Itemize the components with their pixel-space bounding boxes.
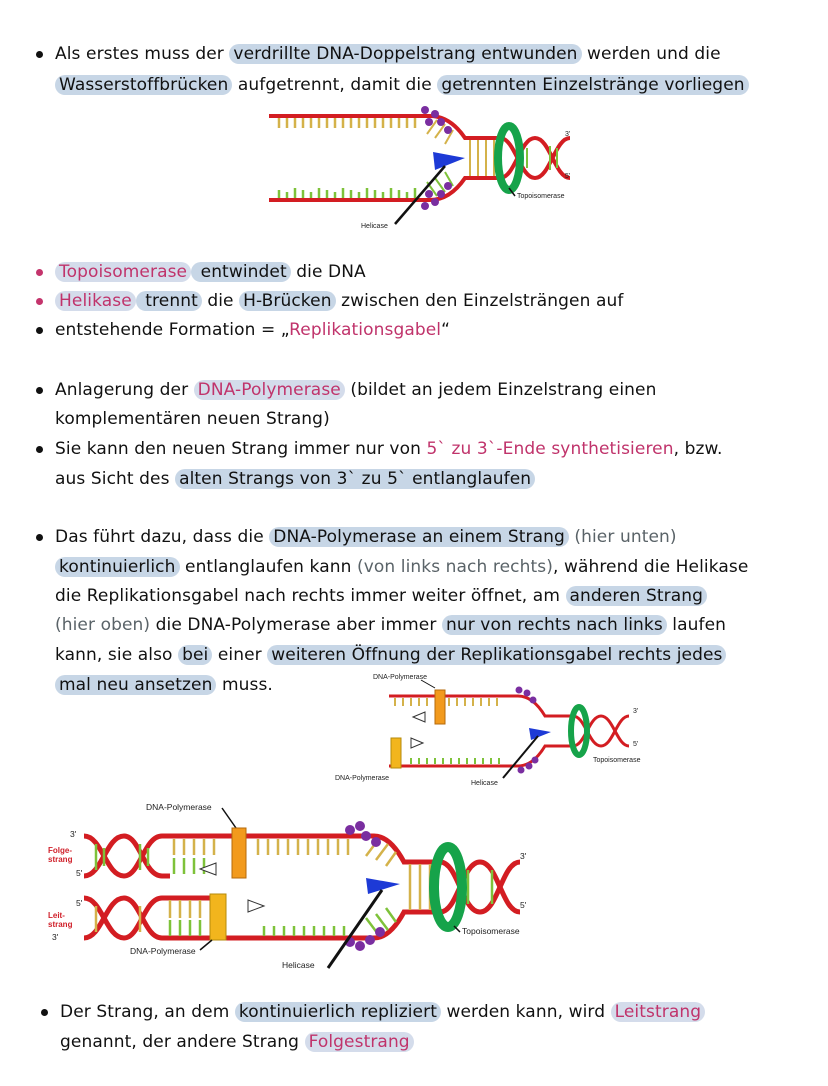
end-label: 5' <box>76 868 83 878</box>
highlight: Helikase <box>55 291 136 311</box>
text: zwischen den Einzelsträngen auf <box>335 291 624 311</box>
helicase-label: Helicase <box>361 223 388 230</box>
end-label: 3' <box>565 131 571 138</box>
text-line <box>55 379 656 401</box>
pink-text: 5` zu 3`-Ende synthetisieren <box>426 439 674 459</box>
text: (bildet an jedem Einzelstrang einen <box>344 380 657 400</box>
highlight: Wasserstoffbrücken <box>55 75 232 95</box>
text: , bzw. <box>673 439 723 459</box>
text: Anlagerung der <box>55 380 194 400</box>
text-line <box>55 43 721 65</box>
text-line <box>55 261 366 283</box>
text: entlanglaufen kann <box>179 557 357 577</box>
text: Als erstes muss der <box>55 44 230 64</box>
helicase-label: Helicase <box>471 780 498 787</box>
text: Der Strang, an dem <box>60 1002 235 1022</box>
highlight: Topoisomerase <box>55 262 191 282</box>
topoisomerase-ring <box>571 707 587 755</box>
pink-text: Replikationsgabel <box>289 320 442 340</box>
polymerase-label: DNA-Polymerase <box>373 674 428 681</box>
text: genannt, der andere Strang <box>60 1032 305 1052</box>
topoisomerase-ring <box>498 126 520 190</box>
leitstrang-label: Leit- <box>48 911 65 920</box>
text-line <box>60 1001 705 1023</box>
end-label: 5' <box>76 898 83 908</box>
lower-strand <box>269 178 500 200</box>
highlight: H-Brücken <box>239 291 335 311</box>
topoisomerase-label: Topoisomerase <box>517 193 565 200</box>
highlight: Folgestrang <box>305 1032 414 1052</box>
end-label: 3' <box>633 708 639 715</box>
polymerase-label: DNA-Polymerase <box>130 946 196 956</box>
gray-text: (von links nach rechts) <box>356 557 553 577</box>
upper-strand <box>269 116 500 138</box>
upper-helix <box>84 828 374 878</box>
text: Sie kann den neuen Strang immer nur von <box>55 439 427 459</box>
gray-text: (hier oben) <box>55 615 151 635</box>
text-line <box>55 468 535 490</box>
end-label: 3' <box>520 851 527 861</box>
text: entstehende Formation = „ <box>55 320 290 340</box>
highlight: nur von rechts nach links <box>442 615 667 635</box>
polymerase-label: DNA-Polymerase <box>146 802 212 812</box>
end-label: 3' <box>70 829 77 839</box>
highlight: mal neu ansetzen <box>55 675 216 695</box>
bullet <box>36 51 43 58</box>
bullet <box>41 1009 48 1016</box>
topoisomerase-label: Topoisomerase <box>462 926 520 936</box>
replication-fork-figure-2 <box>333 670 645 790</box>
text: aufgetrennt, damit die <box>232 75 438 95</box>
helicase-label: Helicase <box>282 960 315 970</box>
text: muss. <box>216 675 273 695</box>
folgestrang-label: Folge- <box>48 846 72 855</box>
end-label: 5' <box>520 900 527 910</box>
highlight: bei <box>178 645 212 665</box>
text: “ <box>441 320 451 340</box>
topoisomerase-ring <box>434 847 462 927</box>
text-line <box>55 674 273 696</box>
end-label: 3' <box>52 932 59 942</box>
text: einer <box>212 645 268 665</box>
topoisomerase-label: Topoisomerase <box>593 757 641 764</box>
highlight: trennt <box>136 291 202 311</box>
bullet <box>36 327 43 334</box>
text: werden und die <box>581 44 721 64</box>
helicase-wedge <box>433 152 465 170</box>
text-line <box>55 438 722 460</box>
highlight: verdrillte DNA-Doppelstrang entwunden <box>229 44 581 64</box>
highlight: DNA-Polymerase <box>194 380 345 400</box>
highlight: Leitstrang <box>611 1002 706 1022</box>
text-line <box>55 319 450 341</box>
text-line <box>60 1031 414 1053</box>
text-line: komplementären neuen Strang) <box>55 409 330 429</box>
highlight: alten Strangs von 3` zu 5` entlanglaufen <box>175 469 535 489</box>
text: die <box>201 291 240 311</box>
text: kann, sie also <box>55 645 179 665</box>
text-line <box>55 556 748 578</box>
highlight: anderen Strang <box>566 586 708 606</box>
polymerase-block <box>210 894 226 940</box>
text-line <box>55 74 749 96</box>
text: , während die Helikase <box>552 557 749 577</box>
polymerase-block <box>435 690 445 724</box>
text: die Replikationsgabel nach rechts immer weiter öffnet, am <box>55 586 566 606</box>
text: die DNA-Polymerase aber immer <box>150 615 442 635</box>
text-line <box>55 644 726 666</box>
polymerase-block <box>232 828 246 878</box>
highlight: entwindet <box>191 262 291 282</box>
replication-fork-figure-3 <box>44 800 534 972</box>
helicase-wedge <box>529 728 551 740</box>
text-line <box>55 290 623 312</box>
highlight: getrennten Einzelstränge vorliegen <box>437 75 748 95</box>
highlight: weiteren Öffnung der Replikationsgabel rechts jedes <box>267 645 726 665</box>
gray-text: (hier unten) <box>568 527 677 547</box>
double-helix <box>500 138 570 178</box>
text-line <box>55 526 677 548</box>
leitstrang-label: strang <box>48 920 73 929</box>
text: Das führt dazu, dass die <box>55 527 270 547</box>
replication-fork-figure-1 <box>265 100 585 232</box>
highlight: kontinuierlich repliziert <box>235 1002 441 1022</box>
bullet <box>36 298 43 305</box>
helicase-wedge <box>366 878 400 894</box>
text: laufen <box>666 615 727 635</box>
folgestrang-label: strang <box>48 855 73 864</box>
bullet <box>36 269 43 276</box>
polymerase-block <box>391 738 401 768</box>
lower-helix <box>84 894 374 940</box>
highlight: kontinuierlich <box>55 557 180 577</box>
text: aus Sicht des <box>55 469 176 489</box>
text-line <box>55 614 726 636</box>
end-label: 5' <box>565 173 571 180</box>
text: die DNA <box>290 262 366 282</box>
end-label: 5' <box>633 741 639 748</box>
bullet <box>36 446 43 453</box>
polymerase-label: DNA-Polymerase <box>335 775 390 782</box>
bullet <box>36 534 43 541</box>
text-line <box>55 585 707 607</box>
bullet <box>36 387 43 394</box>
text: werden kann, wird <box>440 1002 611 1022</box>
highlight: DNA-Polymerase an einem Strang <box>269 527 569 547</box>
